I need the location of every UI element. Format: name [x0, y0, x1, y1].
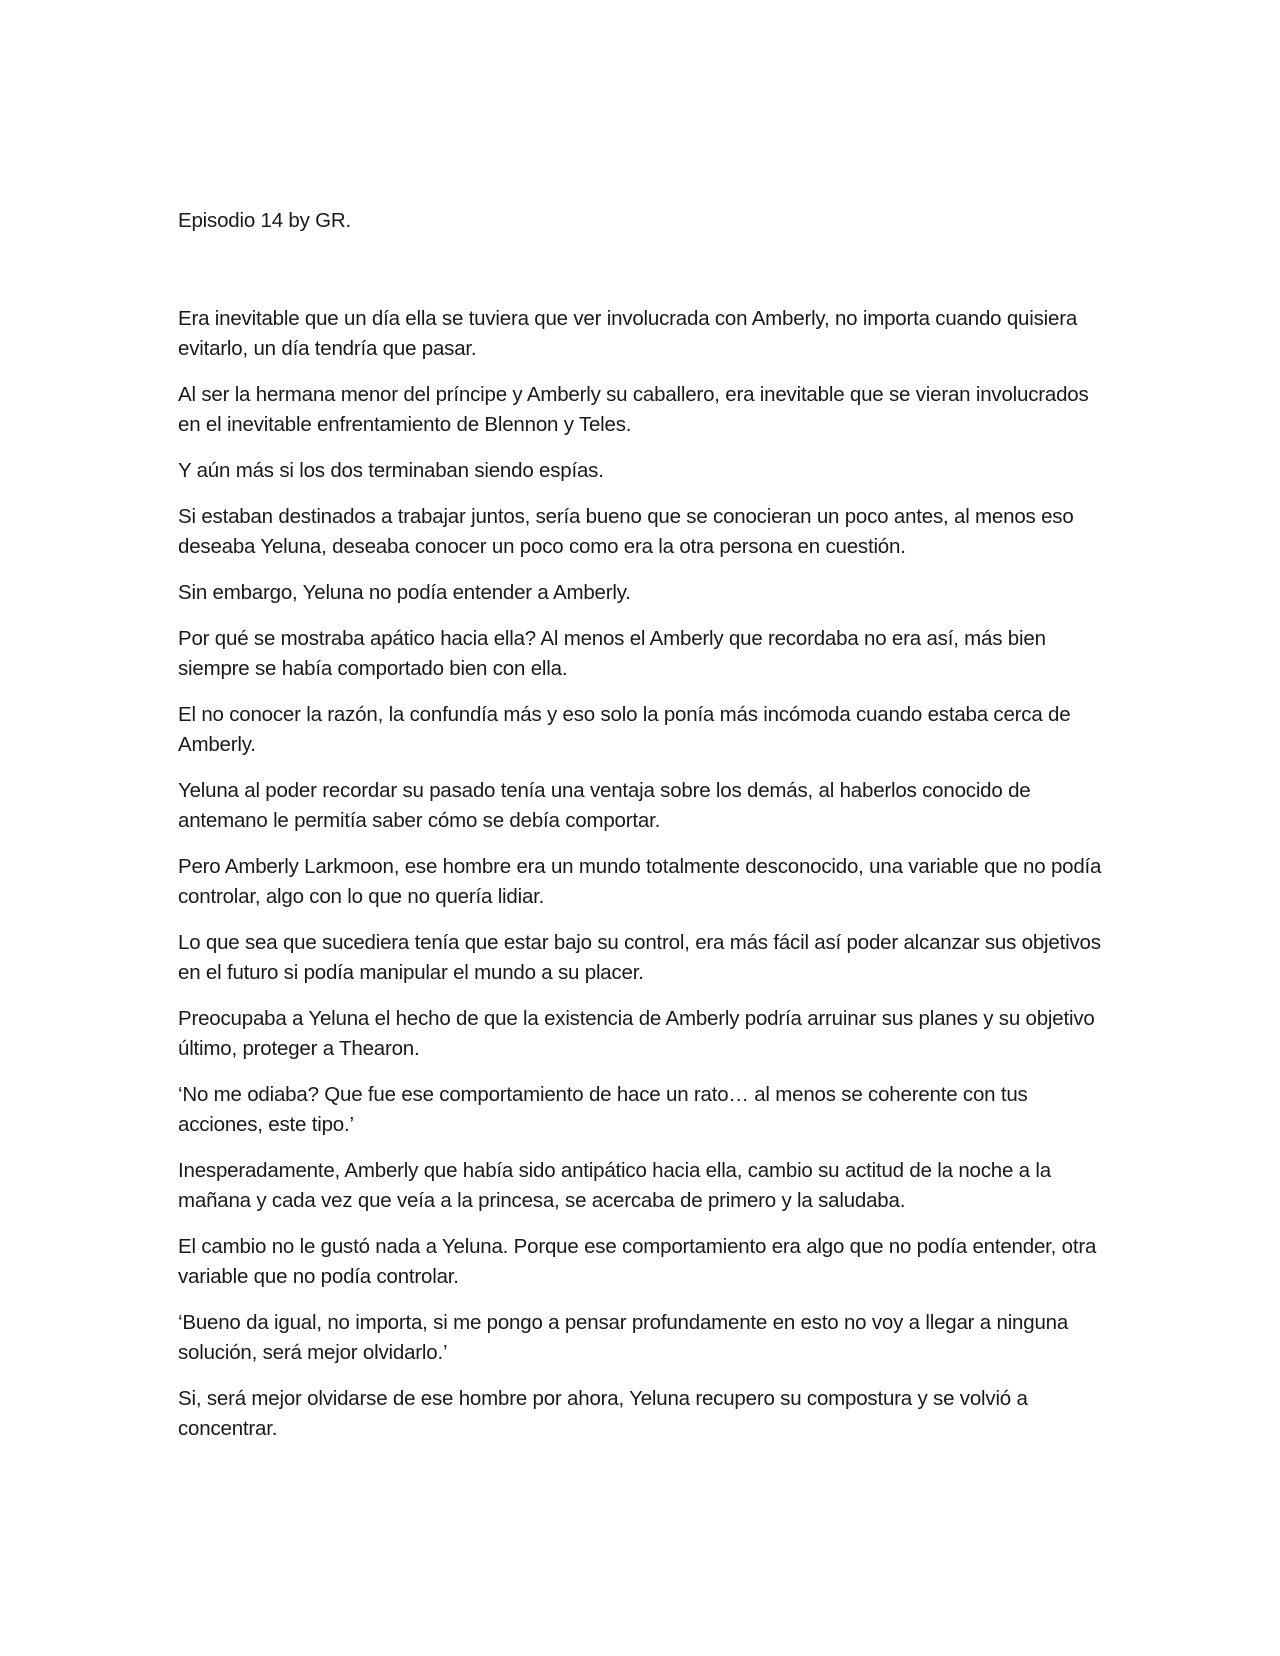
paragraph: Al ser la hermana menor del príncipe y Amberly su caballero, era inevitable que se vieran involucrados en el inevitable enfrentamiento de Blennon y Teles.	[178, 383, 1089, 436]
episode-title: Episodio 14 by GR.	[178, 209, 352, 232]
paragraph: Lo que sea que sucediera tenía que estar bajo su control, era más fácil así poder alcanzar sus objetivos en el futuro si podía manipular el mundo a su placer.	[178, 931, 1101, 984]
paragraph: Pero Amberly Larkmoon, ese hombre era un mundo totalmente desconocido, una variable que no podía controlar, algo con lo que no quería lidiar.	[178, 855, 1102, 908]
paragraph: ‘Bueno da igual, no importa, si me pongo a pensar profundamente en esto no voy a llegar a ninguna solución, será mejor olvidarlo.’	[178, 1311, 1069, 1364]
paragraph: Era inevitable que un día ella se tuviera que ver involucrada con Amberly, no importa cuando quisiera evitarlo, un día tendría que pasar.	[178, 307, 1078, 360]
paragraph: Preocupaba a Yeluna el hecho de que la existencia de Amberly podría arruinar sus planes y su objetivo último, proteger a Thearon.	[178, 1007, 1095, 1060]
paragraph: Si, será mejor olvidarse de ese hombre por ahora, Yeluna recupero su compostura y se volvió a concentrar.	[178, 1387, 1028, 1440]
paragraph: ‘No me odiaba? Que fue ese comportamiento de hace un rato… al menos se coherente con tus acciones, este tipo.’	[178, 1083, 1028, 1136]
paragraph: Por qué se mostraba apático hacia ella? Al menos el Amberly que recordaba no era así, más bien siempre se había comportado bien con ella.	[178, 627, 1046, 680]
paragraph: El cambio no le gustó nada a Yeluna. Porque ese comportamiento era algo que no podía entender, otra variable que no podía controlar.	[178, 1235, 1097, 1288]
document-body	[178, 206, 1113, 1460]
paragraph: Y aún más si los dos terminaban siendo espías.	[178, 459, 604, 482]
paragraph: Inesperadamente, Amberly que había sido antipático hacia ella, cambio su actitud de la noche a la mañana y cada vez que veía a la princesa, se acercaba de primero y la saludaba.	[178, 1159, 1051, 1212]
paragraph: Sin embargo, Yeluna no podía entender a Amberly.	[178, 581, 631, 604]
paragraph: El no conocer la razón, la confundía más y eso solo la ponía más incómoda cuando estaba cerca de Amberly.	[178, 703, 1071, 756]
story-text	[178, 304, 1113, 1444]
paragraph: Si estaban destinados a trabajar juntos, sería bueno que se conocieran un poco antes, al menos eso deseaba Yeluna, deseaba conocer un poco como era la otra persona en cuestión.	[178, 505, 1074, 558]
paragraph: Yeluna al poder recordar su pasado tenía una ventaja sobre los demás, al haberlos conocido de antemano le permitía saber cómo se debía comportar.	[178, 779, 1031, 832]
